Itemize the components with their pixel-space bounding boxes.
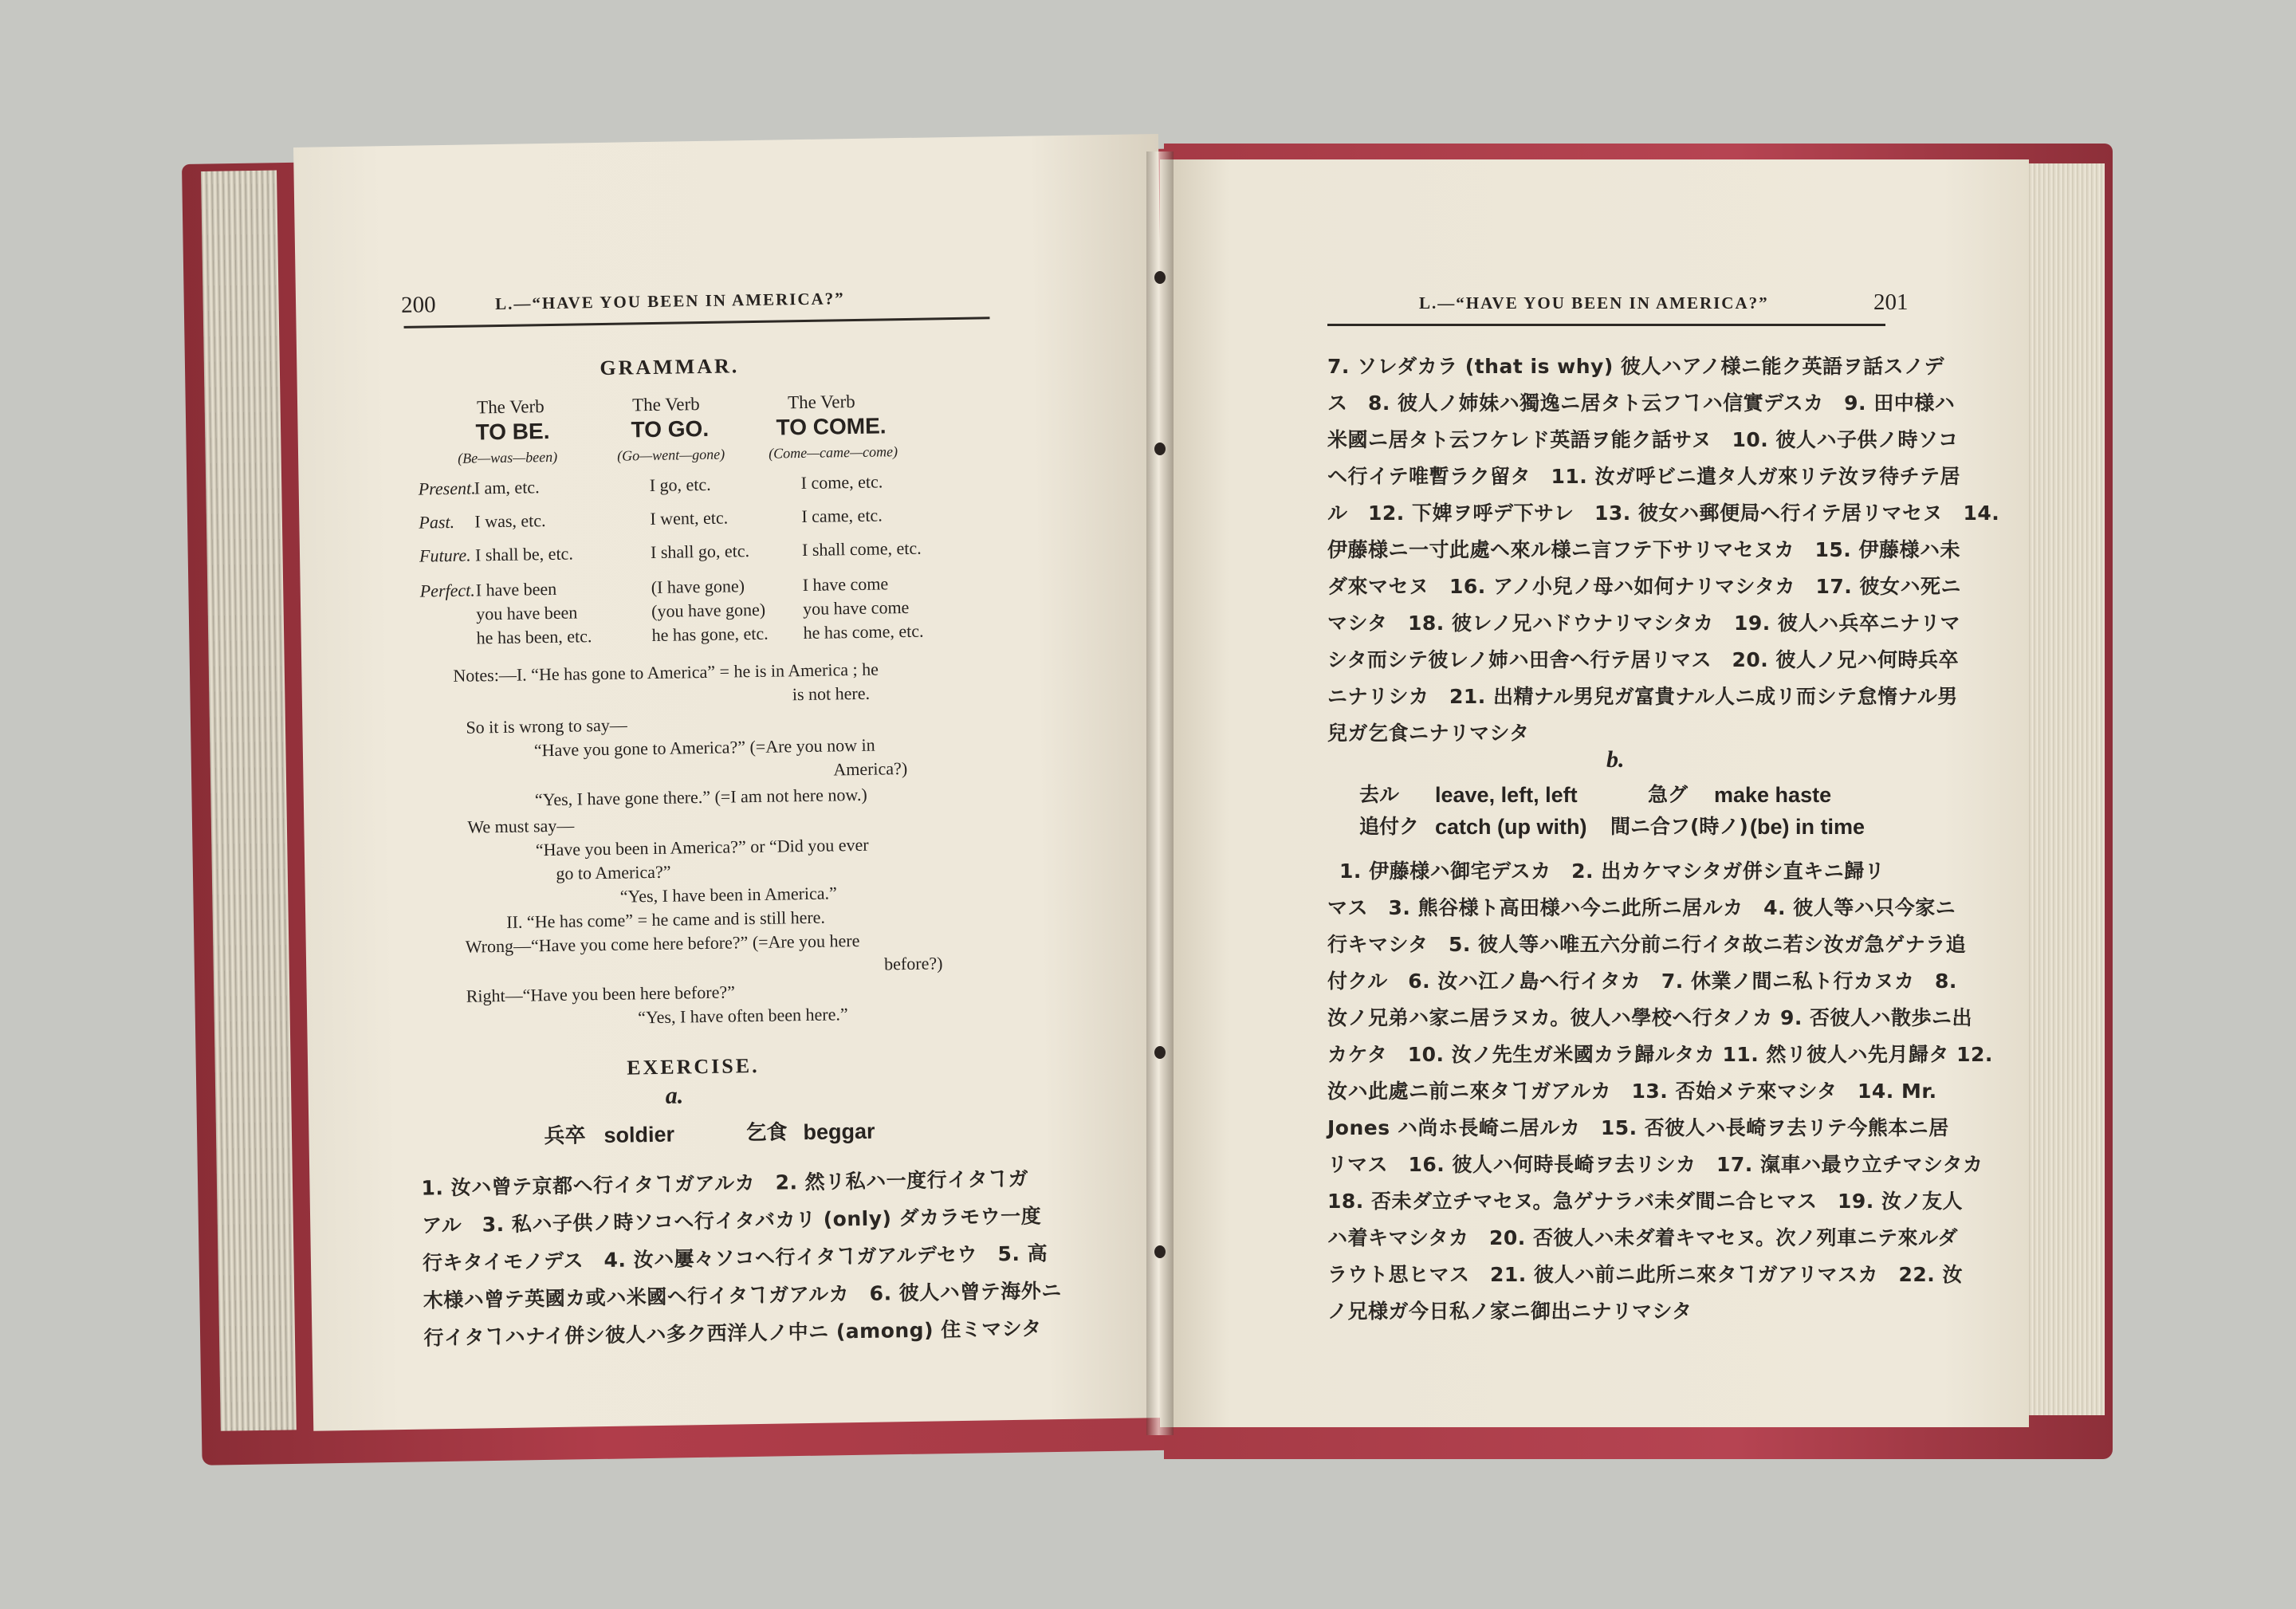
exercise-line: ス 8. 彼人ノ姉妹ハ獨逸ニ居タト云フヿハ信實デスカ 9. 田中様ハ bbox=[1327, 391, 1956, 415]
vocab-en: (be) in time bbox=[1750, 815, 1866, 839]
tense-cell: you have come bbox=[802, 596, 910, 620]
vocab-en: soldier bbox=[603, 1122, 675, 1148]
exercise-line: ヘ行イテ唯暫ラク留タ 11. 汝ガ呼ビニ遣タ人ガ來リテ汝ヲ待チテ居 bbox=[1327, 465, 1960, 488]
note-line: is not here. bbox=[792, 683, 871, 705]
note-line: “Yes, I have often been here.” bbox=[637, 1004, 848, 1028]
exercise-line: 行キタイモノデス 4. 汝ハ屢々ソコヘ行イタヿガアルデセウ 5. 高 bbox=[422, 1241, 1048, 1275]
note-line: “Yes, I have been in America.” bbox=[619, 883, 838, 907]
section-label: a. bbox=[665, 1082, 684, 1109]
vocab-en: make haste bbox=[1714, 783, 1832, 807]
running-head: L.—“HAVE YOU BEEN IN AMERICA?” bbox=[494, 289, 845, 314]
verb-title: TO BE. bbox=[475, 418, 550, 445]
note-line: So it is wrong to say— bbox=[466, 714, 627, 738]
verb-caption: The Verb bbox=[787, 391, 855, 413]
tense-label: Present. bbox=[418, 478, 476, 499]
verb-parts: (Be—was—been) bbox=[457, 448, 558, 466]
note-line: “Yes, I have gone there.” (=I am not here now.) bbox=[534, 784, 867, 810]
vocab-en: catch (up with) bbox=[1435, 815, 1587, 839]
binding-stitch bbox=[1154, 271, 1166, 284]
exercise-line: ラウト思ヒマス 21. 彼人ハ前ニ此所ニ來タヿガアリマスカ 22. 汝 bbox=[1327, 1263, 1963, 1286]
vocab-jp: 乞食 bbox=[745, 1120, 788, 1146]
exercise-line: ノ兄様ガ今日私ノ家ニ御出ニナリマシタ bbox=[1327, 1300, 1693, 1323]
right-page bbox=[1160, 159, 2029, 1427]
exercise-line: ル 12. 下婢ヲ呼デ下サレ 13. 彼女ハ郵便局ヘ行イテ居リマセヌ 14. bbox=[1327, 502, 2000, 525]
verb-caption: The Verb bbox=[631, 394, 700, 415]
note-line: We must say— bbox=[467, 815, 575, 837]
verb-parts: (Go—went—gone) bbox=[616, 446, 725, 464]
tense-cell: (you have gone) bbox=[651, 599, 766, 622]
vocab-jp: 間ニ合フ(時ノ) bbox=[1610, 815, 1748, 838]
note-line: II. “He has come” = he came and is still here. bbox=[506, 907, 826, 932]
tense-cell: I shall be, etc. bbox=[474, 543, 574, 565]
exercise-line: 18. 否未ダ立チマセヌ。急ゲナラバ未ダ間ニ合ヒマス 19. 汝ノ友人 bbox=[1327, 1190, 1963, 1213]
tense-cell: I come, etc. bbox=[800, 471, 883, 494]
exercise-line: シタ而シテ彼レノ姉ハ田舎ヘ行テ居リマス 20. 彼人ノ兄ハ何時兵卒 bbox=[1327, 648, 1959, 671]
exercise-line: マス 3. 熊谷様ト高田様ハ今ニ此所ニ居ルカ 4. 彼人等ハ只今家ニ bbox=[1327, 896, 1956, 919]
grammar-heading: GRAMMAR. bbox=[600, 354, 740, 380]
exercise-line: 伊藤様ニ一寸此處ヘ來ル様ニ言フテ下サリマセヌカ 15. 伊藤様ハ未 bbox=[1327, 538, 1960, 561]
exercise-heading: EXERCISE. bbox=[626, 1053, 760, 1080]
tense-cell: I went, etc. bbox=[650, 507, 729, 529]
vocab-jp: 急グ bbox=[1648, 783, 1689, 806]
running-head: L.—“HAVE YOU BEEN IN AMERICA?” bbox=[1419, 293, 1769, 313]
tense-label: Future. bbox=[419, 545, 471, 566]
note-line: America?) bbox=[833, 758, 908, 780]
tense-cell: I shall go, etc. bbox=[650, 541, 750, 563]
exercise-line: 米國ニ居タト云フケレド英語ヲ能ク話サヌ 10. 彼人ハ子供ノ時ソコ bbox=[1327, 428, 1959, 451]
verb-title: TO GO. bbox=[631, 415, 710, 443]
exercise-line: 汝ハ此處ニ前ニ來タヿガアルカ 13. 否始メテ來マシタ 14. Mr. bbox=[1327, 1080, 1937, 1103]
vocab-jp: 去ル bbox=[1359, 783, 1400, 806]
head-rule bbox=[404, 317, 990, 328]
tense-cell: you have been bbox=[476, 602, 578, 624]
exercise-line: 行イタヿハナイ併シ彼人ハ多ク西洋人ノ中ニ (among) 住ミマシタ bbox=[423, 1316, 1042, 1350]
verb-caption: The Verb bbox=[476, 396, 545, 418]
vocab-jp: 兵卒 bbox=[544, 1123, 586, 1149]
section-label: b. bbox=[1606, 746, 1625, 773]
exercise-line: 汝ノ兄弟ハ家ニ居ラヌカ。彼人ハ學校ヘ行タノカ 9. 否彼人ハ散歩ニ出 bbox=[1327, 1006, 1973, 1029]
tense-cell: I have come bbox=[802, 573, 889, 596]
exercise-line: 1. 汝ハ曾テ京都ヘ行イタヿガアルカ 2. 然リ私ハ一度行イタヿガ bbox=[421, 1166, 1029, 1200]
head-rule bbox=[1327, 324, 1885, 326]
exercise-line: 付クル 6. 汝ハ江ノ島ヘ行イタカ 7. 休業ノ間ニ私ト行カヌカ 8. bbox=[1327, 970, 1957, 993]
exercise-line: ダ來マセヌ 16. アノ小兒ノ母ハ如何ナリマシタカ 17. 彼女ハ死ニ bbox=[1327, 575, 1961, 598]
exercise-line: 木様ハ曾テ英國カ或ハ米國ヘ行イタヿガアルカ 6. 彼人ハ曾テ海外ニ bbox=[423, 1279, 1062, 1312]
tense-label: Past. bbox=[419, 511, 455, 533]
page-number: 200 bbox=[400, 292, 436, 318]
page-edges-right bbox=[2025, 163, 2105, 1415]
tense-cell: he has been, etc. bbox=[476, 626, 592, 648]
exercise-line: ニナリシカ 21. 出精ナル男兒ガ富貴ナル人ニ成リ而シテ怠惰ナル男 bbox=[1327, 685, 1958, 708]
left-page bbox=[293, 134, 1178, 1431]
note-line: “Have you gone to America?” (=Are you now in bbox=[533, 734, 875, 761]
exercise-line: 7. ソレダカラ (that is why) 彼人ハアノ様ニ能ク英語ヲ話スノデ bbox=[1327, 355, 1944, 378]
tense-cell: I came, etc. bbox=[801, 505, 883, 527]
verb-title: TO COME. bbox=[776, 413, 887, 440]
exercise-line: 兒ガ乞食ニナリマシタ bbox=[1327, 722, 1530, 745]
exercise-line: マシタ 18. 彼レノ兄ハドウナリマシタカ 19. 彼人ハ兵卒ニナリマ bbox=[1327, 612, 1960, 635]
tense-cell: I go, etc. bbox=[649, 474, 711, 496]
tense-cell: he has gone, etc. bbox=[651, 623, 769, 646]
note-line: “Have you been in America?” or “Did you ever bbox=[535, 834, 869, 860]
tense-cell: I was, etc. bbox=[474, 510, 546, 532]
vocab-en: beggar bbox=[803, 1119, 875, 1145]
tense-cell: he has come, etc. bbox=[803, 620, 924, 643]
tense-cell: I have been bbox=[475, 578, 557, 600]
binding-stitch bbox=[1154, 1245, 1166, 1258]
tense-cell: I am, etc. bbox=[474, 477, 540, 498]
exercise-line: リマス 16. 彼人ハ何時長崎ヲ去リシカ 17. 滊車ハ最ウ立チマシタカ bbox=[1327, 1153, 1983, 1176]
exercise-line: 1. 伊藤様ハ御宅デスカ 2. 出カケマシタガ併シ直キニ歸リ bbox=[1339, 860, 1885, 883]
binding-stitch bbox=[1154, 1046, 1166, 1059]
page-number: 201 bbox=[1873, 289, 1909, 315]
note-line: Wrong—“Have you come here before?” (=Are you here bbox=[465, 930, 860, 957]
tense-cell: (I have gone) bbox=[651, 576, 745, 598]
exercise-line: アル 3. 私ハ子供ノ時ソコヘ行イタバカリ (only) ダカラモウ一度 bbox=[422, 1204, 1042, 1237]
binding-stitch bbox=[1154, 443, 1166, 455]
tense-cell: I shall come, etc. bbox=[801, 537, 922, 561]
exercise-line: Jones ハ尚ホ長崎ニ居ルカ 15. 否彼人ハ長崎ヲ去リテ今熊本ニ居 bbox=[1327, 1116, 1949, 1139]
tense-label: Perfect. bbox=[419, 580, 475, 601]
exercise-line: カケタ 10. 汝ノ先生ガ米國カラ歸ルタカ 11. 然リ彼人ハ先月歸タ 12. bbox=[1327, 1043, 1993, 1066]
verb-parts: (Come—came—come) bbox=[768, 443, 898, 462]
note-line: go to America?” bbox=[556, 861, 671, 883]
note-line: Right—“Have you been here before?” bbox=[466, 982, 736, 1006]
exercise-line: 行キマシタ 5. 彼人等ハ唯五六分前ニ行イタ故ニ若シ汝ガ急ゲナラ追 bbox=[1327, 933, 1967, 956]
note-line: before?) bbox=[883, 953, 943, 974]
book-gutter bbox=[1146, 151, 1174, 1435]
vocab-jp: 追付ク bbox=[1359, 815, 1420, 838]
vocab-en: leave, left, left bbox=[1435, 783, 1578, 807]
exercise-line: ハ着キマシタカ 20. 否彼人ハ未ダ着キマセヌ。次ノ列車ニテ來ルダ bbox=[1327, 1226, 1958, 1249]
note-line: Notes:—I. “He has gone to America” = he is in America ; he bbox=[453, 659, 879, 686]
